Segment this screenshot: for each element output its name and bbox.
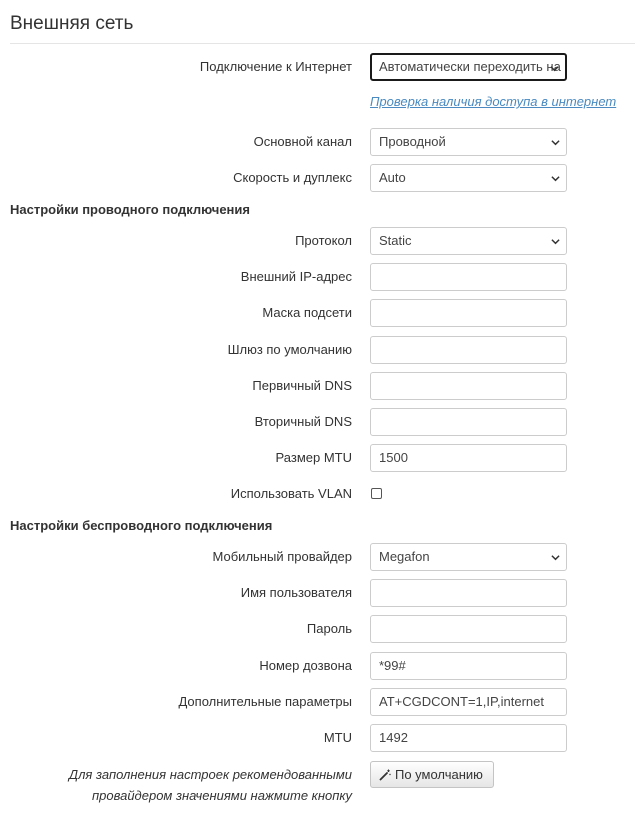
protocol-value: Static	[379, 233, 412, 248]
magic-wand-icon	[379, 769, 391, 781]
chevron-down-icon	[550, 64, 559, 73]
dns2-label: Вторичный DNS	[254, 414, 352, 429]
wired-mtu-input[interactable]: 1500	[370, 444, 567, 472]
dns1-row	[0, 372, 635, 400]
speed-duplex-label: Скорость и дуплекс	[233, 170, 352, 185]
speed-duplex-select[interactable]	[370, 164, 567, 192]
protocol-row	[0, 227, 635, 255]
check-internet-link[interactable]: Проверка наличия доступа в интернет	[370, 94, 617, 109]
dial-number-input[interactable]: *99#	[370, 652, 567, 680]
wireless-section-title: Настройки беспроводного подключения	[10, 518, 273, 533]
wireless-mtu-input[interactable]: 1492	[370, 724, 567, 752]
dns2-row	[0, 408, 635, 436]
external-ip-input[interactable]	[370, 263, 567, 291]
chevron-down-icon	[551, 237, 560, 246]
main-channel-row	[0, 128, 635, 156]
internet-connection-label: Подключение к Интернет	[199, 59, 352, 74]
extra-params-input[interactable]: AT+CGDCONT=1,IP,internet	[370, 688, 567, 716]
vlan-row	[0, 480, 635, 508]
page-title: Внешняя сеть	[10, 13, 134, 34]
gateway-input[interactable]	[370, 336, 567, 364]
chevron-down-icon	[551, 553, 560, 562]
password-row	[0, 615, 635, 643]
subnet-mask-label: Маска подсети	[262, 305, 352, 320]
gateway-row	[0, 336, 635, 364]
extra-params-label: Дополнительные параметры	[178, 694, 352, 709]
external-ip-row	[0, 263, 635, 291]
internet-connection-select[interactable]	[370, 53, 567, 81]
protocol-label: Протокол	[295, 233, 352, 248]
chevron-down-icon	[551, 138, 560, 147]
wireless-mtu-label: MTU	[323, 730, 352, 745]
vlan-label: Использовать VLAN	[230, 486, 352, 501]
defaults-hint-line2: провайдером значениями нажмите кнопку	[91, 788, 352, 803]
internet-connection-value: Автоматически переходить на	[379, 59, 561, 74]
dial-number-label: Номер дозвона	[259, 658, 352, 673]
default-settings-button-label: По умолчанию	[395, 767, 483, 782]
vlan-checkbox[interactable]	[371, 488, 382, 499]
provider-value: Megafon	[379, 549, 430, 564]
extra-params-row	[0, 688, 635, 716]
provider-row	[0, 543, 635, 571]
username-input[interactable]	[370, 579, 567, 607]
dns1-input[interactable]	[370, 372, 567, 400]
defaults-hint-line1: Для заполнения настроек рекомендованными	[68, 767, 352, 782]
provider-select[interactable]	[370, 543, 567, 571]
wired-mtu-label: Размер MTU	[275, 450, 352, 465]
main-channel-label: Основной канал	[253, 134, 352, 149]
speed-duplex-value: Auto	[379, 170, 406, 185]
gateway-label: Шлюз по умолчанию	[227, 342, 352, 357]
subnet-mask-row	[0, 299, 635, 327]
dns1-label: Первичный DNS	[252, 378, 352, 393]
wireless-mtu-row	[0, 724, 635, 752]
dial-number-row	[0, 652, 635, 680]
username-row	[0, 579, 635, 607]
protocol-select[interactable]	[370, 227, 567, 255]
subnet-mask-input[interactable]	[370, 299, 567, 327]
wired-mtu-row	[0, 444, 635, 472]
provider-label: Мобильный провайдер	[212, 549, 352, 564]
external-ip-label: Внешний IP-адрес	[240, 269, 352, 284]
speed-duplex-row	[0, 164, 635, 192]
password-label: Пароль	[306, 621, 352, 636]
password-input[interactable]	[370, 615, 567, 643]
internet-connection-row	[0, 53, 635, 81]
main-channel-select[interactable]	[370, 128, 567, 156]
wired-section-title: Настройки проводного подключения	[10, 202, 250, 217]
chevron-down-icon	[551, 174, 560, 183]
title-divider	[10, 43, 635, 44]
main-channel-value: Проводной	[379, 134, 446, 149]
defaults-hint	[69, 764, 352, 806]
default-settings-button[interactable]	[370, 761, 494, 788]
dns2-input[interactable]	[370, 408, 567, 436]
username-label: Имя пользователя	[240, 585, 352, 600]
